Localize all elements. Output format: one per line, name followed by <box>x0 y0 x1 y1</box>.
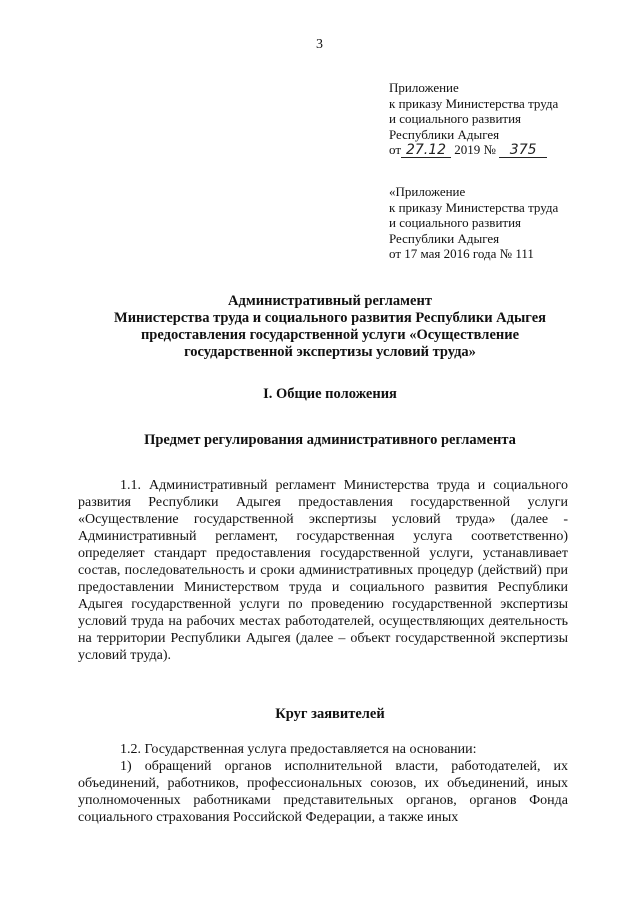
annex-previous-line1: «Приложение <box>389 184 466 199</box>
annex-previous-line2: к приказу Министерства труда <box>389 199 559 215</box>
title-line1: Административный регламент <box>228 293 432 309</box>
annex-previous-line5: от 17 мая 2016 года № 111 <box>389 246 534 261</box>
annex-previous <box>389 184 558 262</box>
handwritten-number: 375 <box>499 144 547 158</box>
title-line4: государственной экспертизы условий труда» <box>184 344 476 360</box>
date-prefix: от <box>389 142 402 157</box>
paragraph-1-2-item-1: 1) обращений органов исполнительной власти, работодателей, их объединений, работников, профессиональных союзов, их объединений, иных уполномоченных работниками представительных органов, органов Фонда социального страхования Российской Федерации, а также иных <box>78 759 568 825</box>
year-label: 2019 № <box>454 142 496 157</box>
title-line3: предоставления государственной услуги «Осуществление <box>140 327 520 343</box>
applicants-heading: Круг заявителей <box>275 706 385 722</box>
subject-heading: Предмет регулирования административного регламента <box>144 432 516 448</box>
annex-current-date-line <box>389 142 558 158</box>
annex-current <box>389 80 558 158</box>
annex-current-line1: Приложение <box>389 80 459 95</box>
annex-previous-line4: Республики Адыгея <box>389 230 500 246</box>
annex-current-line2: к приказу Министерства труда <box>389 95 559 111</box>
paragraph-1-1: 1.1. Административный регламент Министерства труда и социального развития Республики Адыгея предоставления государственной услуги «Осуществление государственной экспертизы условий труда» (далее - Административный регламент, государственная услуга соответственно) определяет стандарт предоставления государственной услуги, устанавливает состав, последовательность и сроки административных процедур (действий) при предоставлении Министерством труда и социального развития Республики Адыгея государственной услуги по проведению государственной экспертизы условий труда на рабочих местах работодателей, осуществляющих деятельность на территории Республики Адыгея (далее – объект государственной экспертизы условий труда). <box>78 478 568 663</box>
document-title <box>70 293 590 361</box>
handwritten-date: 27.12 <box>401 144 451 158</box>
title-line2: Министерства труда и социального развития Республики Адыгея <box>114 310 546 326</box>
page-number: 3 <box>316 37 323 52</box>
section-heading: I. Общие положения <box>263 386 397 402</box>
annex-current-line4: Республики Адыгея <box>389 126 500 142</box>
annex-previous-line3: и социального развития <box>389 215 522 230</box>
annex-current-line3: и социального развития <box>389 111 522 126</box>
paragraph-1-2: 1.2. Государственная услуга предоставляется на основании: <box>120 742 477 757</box>
